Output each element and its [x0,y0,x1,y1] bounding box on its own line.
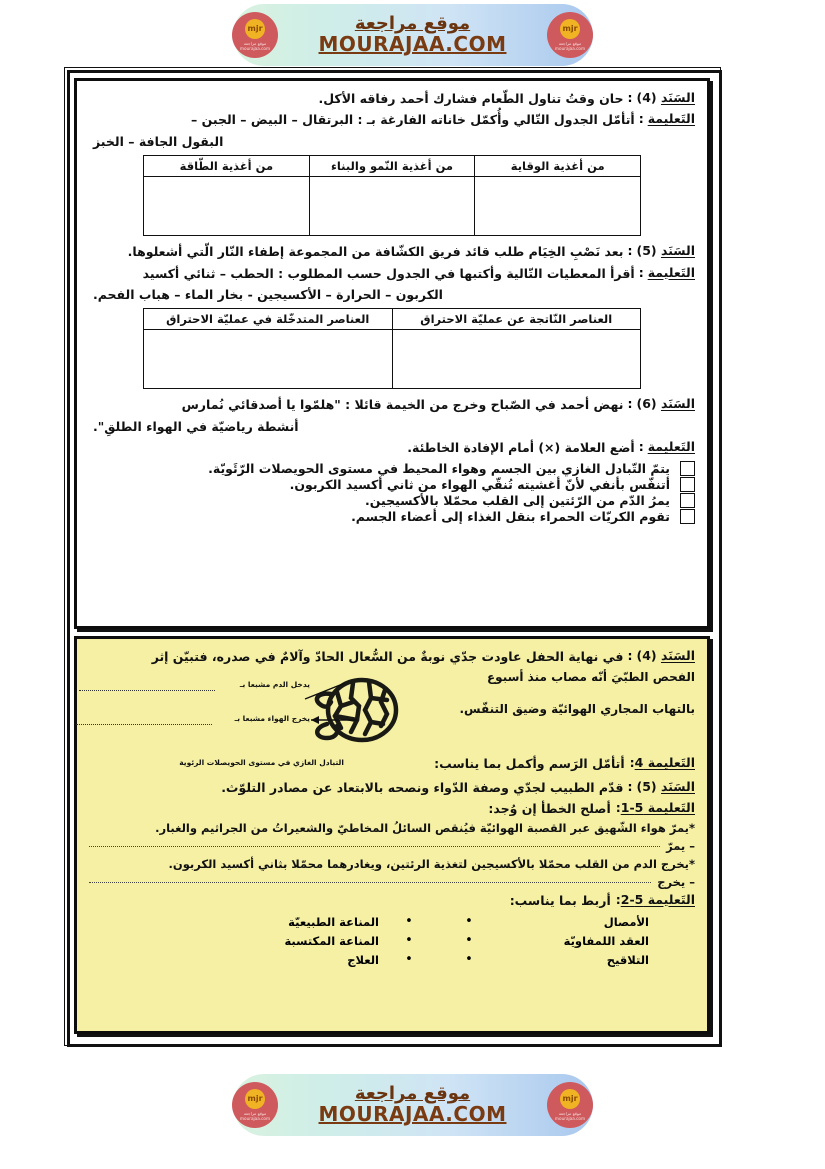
site-logo-left [232,12,278,58]
watermark-arabic-bottom: موقع مراجعة [354,1083,471,1105]
diagram-answer-line-bottom[interactable] [76,724,212,725]
table-header-cell: العناصر النّاتجة عن عمليّة الاحتراق [392,309,641,330]
colon-separator: : [627,396,633,412]
logo-arabic-text: موقع مراجعة [243,40,267,46]
y-taalima-5-1-text: أصلح الخطأ إن وُجد: [488,801,611,817]
y-question-4-sanad-text: في نهاية الحفل عاودت جدّي نوبةٌ من السُّعال الحادّ وآلامٌ في صدره، فتبيّن إثر [151,649,624,664]
match-left-item[interactable]: التلاقيح [606,952,649,967]
table-row [144,330,641,389]
watermark-domain-top: MOURAJAA.COM [318,31,507,56]
colon-separator: : [638,264,644,280]
header-watermark-bar [0,0,825,70]
answer-2-prefix: – يخرج [657,874,695,889]
match-left-dot[interactable]: • [465,914,473,930]
exercise-block-white [74,78,710,629]
answer-1-prefix: – يمرّ [666,838,695,853]
combustion-table [143,308,641,389]
y-taalima-5-1-row [89,799,695,818]
y-taalima-5-2-row [89,891,695,910]
match-right-item[interactable]: المناعة الطبيعيّة [288,914,379,929]
taalima-label-q5: التَعليمة [647,264,695,280]
site-logo-right [547,12,593,58]
colon-separator: : [638,111,644,127]
logo-arabic-text: موقع مراجعة [558,40,582,46]
footer-watermark-bar [0,1070,825,1140]
sanad-label-q5: السَنَد (5) [636,243,695,259]
statement-checkbox[interactable] [680,509,695,524]
checkbox-statement-list [89,461,695,524]
question-4-taalima-continuation: البقول الجافة – الخبز [93,133,224,149]
site-logo-right-footer [547,1082,593,1128]
question-5-taalima-text: أقرأ المعطيات التّالية وأكتبها في الجدول حسب المطلوب : الحطب – ثنائي أكسيد [142,265,635,281]
watermark-arabic-top: موقع مراجعة [354,13,471,35]
sanad-label-q6: السَنَد (6) [636,396,695,412]
match-left-item[interactable]: العقد اللمفاويّة [563,933,649,948]
colon-separator: : [627,243,633,259]
colon-separator: : [627,648,633,663]
taalima-label-q4: التَعليمة [647,111,695,127]
matching-row[interactable] [89,953,695,967]
logo-domain-text: mourajaa.com [554,1116,586,1121]
table-header-row [144,309,641,330]
statement-checkbox[interactable] [680,493,695,508]
answer-input-line-2[interactable] [89,882,651,883]
y-question-4-sanad-line3: بالتهاب المجاري الهوائيّة وضيق التنفّس. [459,702,695,717]
question-6-taalima-text: أضع العلامة (×) أمام الإفادة الخاطئة. [407,440,635,455]
logo-domain-text: mourajaa.com [239,1116,271,1121]
site-logo-left-footer [232,1082,278,1128]
taalima-label-5-1: التَعليمة 5-1: [615,800,695,816]
answer-input-line-1[interactable] [89,846,660,847]
taalima-label-y4: التَعليمة 4: [629,755,695,771]
answer-line-2-row[interactable] [89,873,695,891]
match-right-dot[interactable]: • [405,933,413,949]
taalima-label-5-2: التَعليمة 5-2: [615,891,695,907]
logo-emblem-icon: mjr [560,19,580,39]
table-row [144,177,641,236]
match-left-dot[interactable]: • [465,952,473,968]
sanad-label-y5: السَنَد (5) [636,778,695,794]
alveolus-diagram-area [89,666,695,758]
leader-line-bottom-icon [301,712,357,728]
diagram-caption: التبادل الغازي في مستوى الحويصلات الرئوية [179,758,344,768]
match-left-item[interactable]: الأمصال [603,914,649,929]
list-item[interactable] [95,477,695,492]
match-left-dot[interactable]: • [465,933,473,949]
colon-separator: : [627,90,633,105]
table-header-cell: من أغذية الوقاية [475,156,641,177]
table-header-row [144,156,641,177]
table-header-cell: من أغذية النّمو والبناء [309,156,475,177]
list-item[interactable] [95,461,695,476]
taalima-label-q6: التَعليمة [647,439,695,454]
matching-row[interactable] [89,934,695,948]
match-right-item[interactable]: المناعة المكتسبة [284,933,379,948]
worksheet-page [38,70,787,1070]
match-right-dot[interactable]: • [405,952,413,968]
food-groups-table [143,155,641,236]
table-header-cell: من أغذية الطّاقة [144,156,310,177]
y-taalima-5-2-text: أربط بما يناسب: [509,892,611,908]
answer-line-1-row[interactable] [89,837,695,855]
statement-text: أتنفّس بأنفي لأنّ أغشيته تُنقّي الهواء من ثاني أكسيد الكربون. [289,477,670,493]
table-answer-cell[interactable] [144,177,310,236]
logo-domain-text: mourajaa.com [554,46,586,51]
question-6-sanad-text: نهض أحمد في الصّباح وخرج من الخيمة قائلا : "هلمّوا يا أصدقائي نُمارس [181,397,624,413]
correction-statement-1: *يمرّ هواء الشّهيق عبر القصبة الهوائيّة فيُنقص السائلُ المخاطيّ والشعيراتُ من الجراثيم والغبار. [155,820,695,835]
question-4-taalima-text: أتأمّل الجدول التّالي وأُكمّل خاناته الفارغة بـ : البرتقال – البيض – الجبن – [191,112,635,128]
y-question-4-sanad-row [89,647,695,666]
watermark-domain-bottom: MOURAJAA.COM [318,1101,507,1126]
logo-arabic-text: موقع مراجعة [243,1110,267,1116]
matching-row[interactable] [89,915,695,929]
match-right-dot[interactable]: • [405,914,413,930]
colon-separator: : [627,778,633,794]
statement-text: تقوم الكريّات الحمراء بنقل الغذاء إلى أعضاء الجسم. [351,509,670,525]
logo-emblem-icon: mjr [560,1089,580,1109]
y-question-4-sanad-line2: الفحص الطبّيَ أنّه مصاب منذ أسبوع [486,670,695,685]
question-5-taalima-row [89,264,695,283]
statement-text: يمرُ الدّم من الرّئتين إلى القلب محمّلا بالأكسيجين. [364,493,670,509]
leader-line-top-icon [301,680,345,702]
correction-statement-2: *يخرج الدم من القلب محمّلا بالأكسيجين لتغذية الرئتين، ويغادرهما محمّلا بثاني أكسيد الكربون. [168,856,695,871]
y-question-5-sanad-text: قدّم الطبيب لجدّي وصفة الدّواء ونصحه بالابتعاد عن مصادر التلوّث. [221,779,624,795]
logo-domain-text: mourajaa.com [239,46,271,51]
question-6-sanad-continuation: أنشطة رياضيّة في الهواء الطلقِ". [93,418,299,434]
table-header-cell: العناصر المتدخّلة في عمليّة الاحتراق [144,309,393,330]
question-4-taalima-row [89,110,695,129]
sanad-label-q4: السَنَد (4) [636,90,695,105]
diagram-answer-line-top[interactable] [79,690,215,691]
list-item[interactable] [95,493,695,508]
sanad-label-y4: السَنَد (4) [636,648,695,663]
table-answer-cell[interactable] [309,177,475,236]
watermark-pill-top [233,4,593,66]
question-5-sanad-row [89,242,695,261]
question-6-sanad-row [89,395,695,414]
logo-arabic-text: موقع مراجعة [558,1110,582,1116]
diagram-label-air-out: يخرج الهواء مشبعا بـ [234,714,310,724]
list-item[interactable] [95,509,695,524]
question-4-sanad-text: حان وقتُ تناول الطّعام فشارك أحمد رفاقه الأكل. [318,91,624,106]
logo-emblem-icon: mjr [245,19,265,39]
table-answer-cell[interactable] [475,177,641,236]
table-answer-cell[interactable] [144,330,393,389]
statement-text: يتمّ التّبادل الغازي بين الجسم وهواء المحيط في مستوى الحويصلات الرّئَويّة. [208,461,670,477]
question-5-sanad-text: بعد نَصْبِ الخِيَام طلب قائد فريق الكشّافة من المجموعة إطفاء النّار الّتي أشعلوها. [127,244,624,260]
matching-exercise [89,915,695,967]
question-5-taalima-continuation: الكربون – الحرارة – الأكسيجين - بخار الماء – هباب الفحم. [93,286,443,302]
watermark-pill-bottom [233,1074,593,1136]
question-4-sanad-row [89,89,695,108]
question-6-taalima-row [89,438,695,457]
y-question-4-taalima-text: أتأمّل الرَسم وأكمل بما يناسب: [434,756,625,772]
match-right-item[interactable]: العلاج [347,952,379,967]
diagram-label-blood-in: يدخل الدم مشبعا بـ [239,680,310,690]
exercise-block-yellow [74,636,710,1034]
statement-checkbox[interactable] [680,461,695,476]
table-answer-cell[interactable] [392,330,641,389]
colon-separator: : [638,439,644,454]
y-question-5-sanad-row [89,778,695,797]
statement-checkbox[interactable] [680,477,695,492]
logo-emblem-icon: mjr [245,1089,265,1109]
